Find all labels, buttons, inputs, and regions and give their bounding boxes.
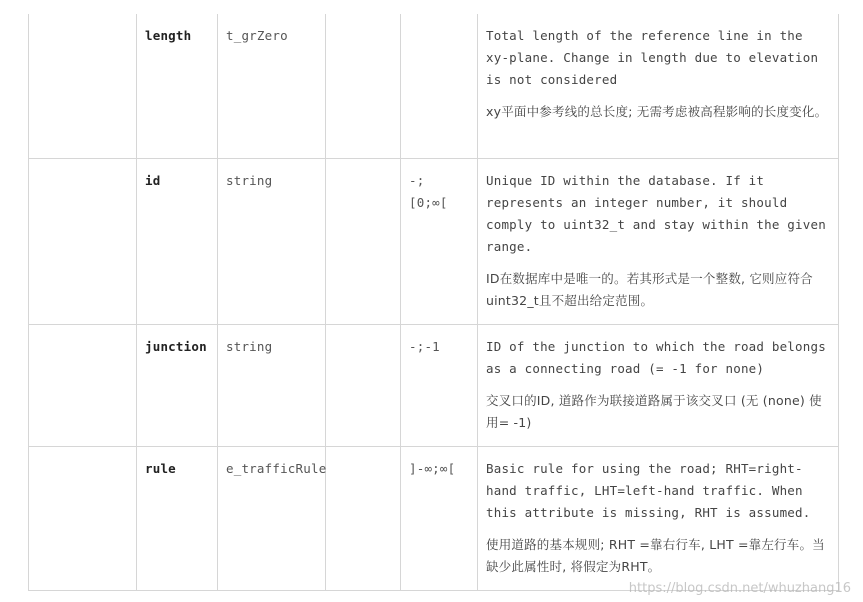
table-row	[29, 14, 839, 158]
attribute-description	[478, 158, 839, 324]
attribute-name: id	[137, 158, 218, 324]
attribute-range: ]-∞;∞[	[401, 446, 478, 590]
description-english: Basic rule for using the road; RHT=right-hand traffic, LHT=left-hand traffic. When this attribute is missing, RHT is assumed.	[486, 460, 811, 520]
attribute-unit	[326, 324, 401, 446]
watermark: https://blog.csdn.net/whuzhang16	[628, 581, 851, 596]
description-chinese: 使用道路的基本规则; RHT =靠右行车, LHT =靠左行车。当缺少此属性时, 将假定为RHT。	[486, 536, 825, 574]
description-chinese: ID在数据库中是唯一的。若其形式是一个整数, 它则应符合uint32_t且不超出给定范围。	[486, 270, 813, 308]
attribute-description	[478, 324, 839, 446]
table-row	[29, 158, 839, 324]
attribute-range: -;-1	[401, 324, 478, 446]
table-cell-empty	[29, 446, 137, 590]
table-row	[29, 324, 839, 446]
table-cell-empty	[29, 324, 137, 446]
description-english: Unique ID within the database. If it represents an integer number, it should comply to uint32_t and stay within the given range.	[486, 172, 826, 254]
attribute-unit	[326, 14, 401, 158]
attribute-name: junction	[137, 324, 218, 446]
description-english: ID of the junction to which the road belongs as a connecting road (= -1 for none)	[486, 338, 826, 376]
attribute-type: t_grZero	[218, 14, 326, 158]
attribute-type: e_trafficRule	[218, 446, 326, 590]
attribute-table	[28, 14, 839, 591]
table-row	[29, 446, 839, 590]
attribute-name: length	[137, 14, 218, 158]
attribute-description	[478, 14, 839, 158]
attribute-description	[478, 446, 839, 590]
attribute-name: rule	[137, 446, 218, 590]
table-cell-empty	[29, 14, 137, 158]
description-chinese: xy平面中参考线的总长度; 无需考虑被高程影响的长度变化。	[486, 104, 828, 119]
attribute-type: string	[218, 158, 326, 324]
description-chinese: 交叉口的ID, 道路作为联接道路属于该交叉口 (无 (none) 使用= -1)	[486, 392, 822, 430]
attribute-unit	[326, 158, 401, 324]
attribute-type: string	[218, 324, 326, 446]
attribute-unit	[326, 446, 401, 590]
attribute-range: -; [0;∞[	[401, 158, 478, 324]
description-english: Total length of the reference line in the xy-plane. Change in length due to elevation is not considered	[486, 28, 819, 87]
attribute-range	[401, 14, 478, 158]
table-cell-empty	[29, 158, 137, 324]
